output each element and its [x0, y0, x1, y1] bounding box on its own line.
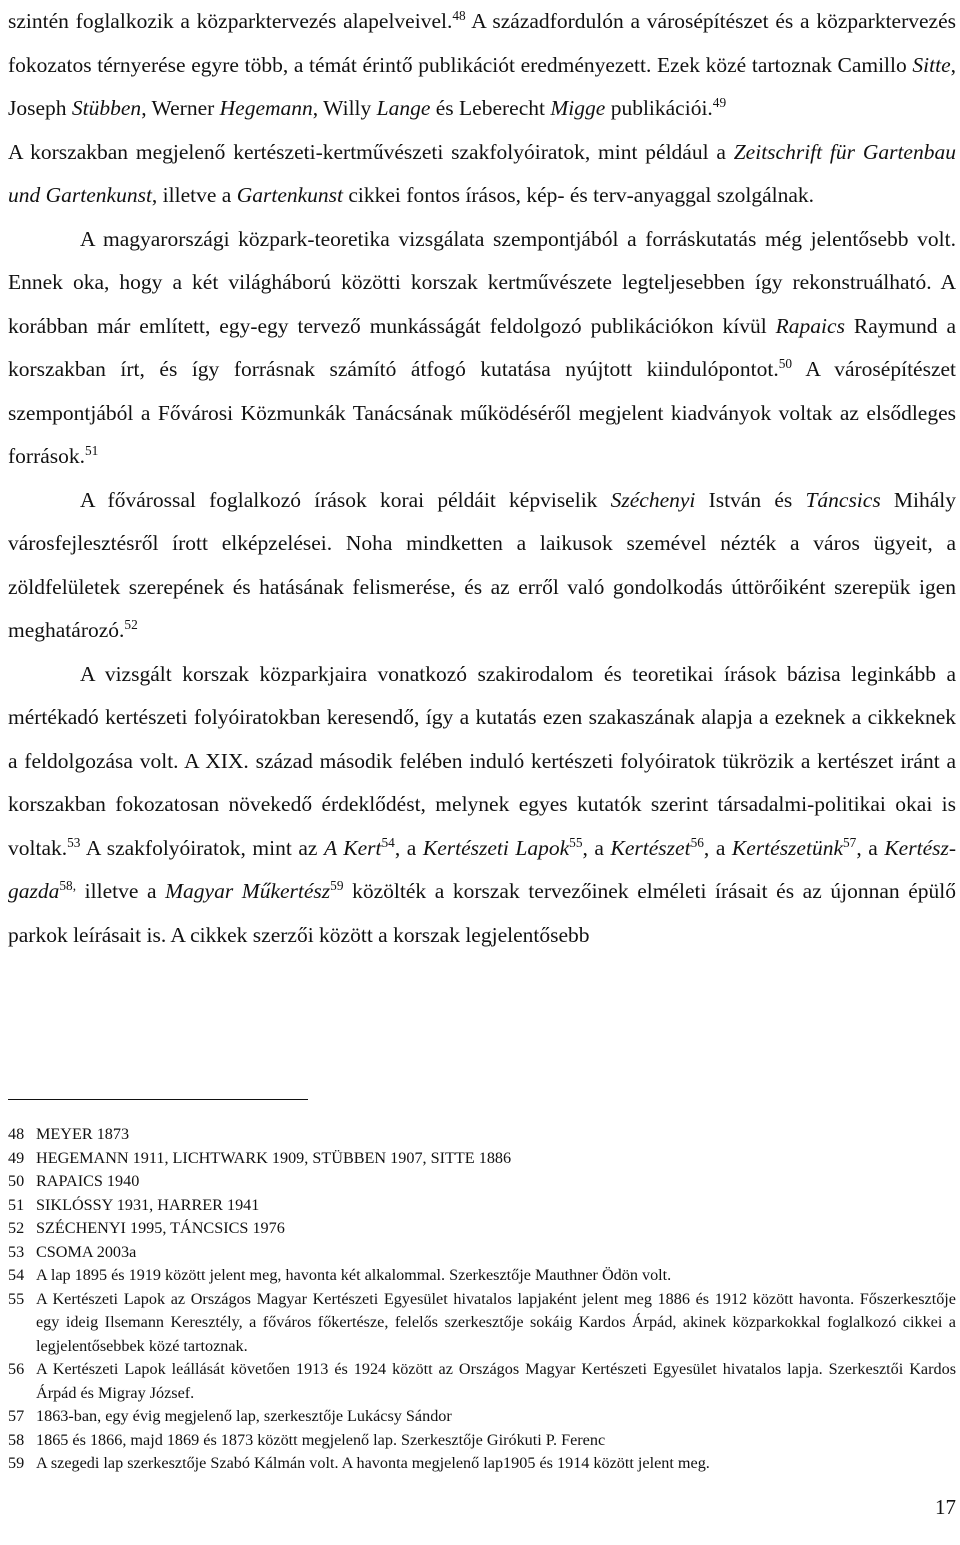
- text-run: és Leberecht: [430, 96, 551, 120]
- text-run: A fővárossal foglalkozó írások korai példáit képviselik: [80, 487, 611, 512]
- footnote-item: [8, 1217, 956, 1241]
- footnote-text: SIKLÓSSY 1931, HARRER 1941: [36, 1195, 260, 1214]
- footnote-number: 52: [8, 1219, 25, 1237]
- footnote-text: SZÉCHENYI 1995, TÁNCSICS 1976: [36, 1219, 285, 1237]
- footnote-text: 1863-ban, egy évig megjelenő lap, szerkesztője Lukácsy Sándor: [36, 1407, 452, 1425]
- footnote-ref: 53: [67, 834, 81, 850]
- text-run: , a: [703, 835, 732, 860]
- text-run: , Willy: [312, 96, 377, 120]
- footnote-item: [8, 1429, 956, 1453]
- footnote-item: [8, 1170, 956, 1194]
- italic-text: Gartenkunst: [236, 183, 343, 207]
- text-run: István és: [695, 487, 806, 512]
- text-run: , illetve a: [151, 183, 237, 207]
- footnote-number: 48: [8, 1125, 25, 1143]
- footnote-text: 1865 és 1866, majd 1869 és 1873 között megjelenő lap. Szerkesztője Girókuti P. Ferenc: [36, 1430, 606, 1449]
- footnote-item: [8, 1405, 956, 1429]
- text-run: A századfordulón a városépítészet és a közparktervezés fokozatos térnyerése egyre több, a témát érintő publikációt eredményezett. Ezek közé tartoznak Camillo: [8, 9, 956, 77]
- italic-text: Sitte: [912, 52, 951, 77]
- italic-text: Kertészeti Lapok: [422, 835, 570, 860]
- footnote-item: [8, 1194, 956, 1218]
- footnote-number: 53: [8, 1242, 25, 1261]
- italic-text: Kertészet: [610, 835, 691, 860]
- footnote-number: 51: [8, 1195, 25, 1214]
- text-run: Mihály városfejlesztésről írott elképzelései. Noha mindketten a laikusok szemével nézték a város ügyeit, a zöldfelületek szerepének és hatásának felismerése, és az erről való gondolkodás úttörőiként szerepük igen meghatározó.: [8, 487, 956, 642]
- footnote-ref: 59: [330, 877, 344, 893]
- text-run: A szakfolyóiratok, mint az: [80, 835, 324, 860]
- text-run: cikkei fontos írásos, kép- és terv-anyaggal szolgálnak.: [343, 183, 815, 207]
- italic-text: A Kert: [323, 835, 382, 860]
- text-run: , Joseph: [8, 52, 956, 120]
- text-run: A korszakban megjelenő kertészeti-kertművészeti szakfolyóiratok, mint például a: [8, 139, 734, 164]
- text-run: , Werner: [141, 96, 220, 120]
- footnote-ref: 55: [569, 834, 583, 850]
- footnote-ref: 49: [712, 94, 727, 110]
- footnote-number: 59: [8, 1454, 25, 1472]
- footnote-text: A Kertészeti Lapok az Országos Magyar Kertészeti Egyesület hivatalos lapjaként jelent meg 1886 és 1912 között havonta. Főszerkesztője egy ideig Ilsemann Keresztély, a főváros főkertésze, felelős szerkesztője sokáig Kardos Árpád, akinek közparkokkal foglalkozó cikkei a legjelentősebbek közé tartoznak.: [36, 1289, 956, 1355]
- text-run: A városépítészet szempontjából a Fővárosi Közmunkák Tanácsának működéséről megjelent kiadványok voltak az elsődleges források.: [8, 357, 957, 468]
- paragraph: [8, 479, 956, 653]
- text-run: , a: [856, 835, 885, 860]
- footnote-text: HEGEMANN 1911, LICHTWARK 1909, STÜBBEN 1907, SITTE 1886: [36, 1148, 512, 1167]
- text-run: A magyarországi közpark-teoretika vizsgálata szempontjából a forráskutatás még jelentősebb volt. Ennek oka, hogy a két világháború közötti korszak kertművészete legteljesebben így rekonstruálható. A korábban már említett, egy-egy tervező munkásságát feldolgozó publikációkon kívül: [8, 226, 956, 338]
- text-run: szintén foglalkozik a közparktervezés alapelveivel.: [8, 9, 453, 33]
- italic-text: Lange: [376, 96, 431, 120]
- footnote-ref: 54: [381, 834, 395, 850]
- footnote-item: [8, 1452, 956, 1476]
- text-run: illetve a: [76, 879, 166, 903]
- italic-text: Széchenyi: [610, 487, 696, 512]
- footnote-number: 55: [8, 1289, 25, 1308]
- footnote-item: [8, 1358, 956, 1405]
- footnote-text: A Kertészeti Lapok leállását követően 1913 és 1924 között az Országos Magyar Kertészeti Egyesület hivatalos lapja. Szerkesztői Kardos Árpád és Migray József.: [36, 1360, 956, 1402]
- italic-text: Zeitschrift für Gartenbau und Gartenkunst: [8, 139, 956, 207]
- footnote-item: [8, 1264, 956, 1288]
- italic-text: Kertészetünk: [731, 835, 843, 860]
- page-number: 17: [935, 1495, 956, 1519]
- footnote-item: [8, 1147, 956, 1171]
- footnote-text: A lap 1895 és 1919 között jelent meg, havonta két alkalommal. Szerkesztője Mauthner Ödön volt.: [36, 1266, 672, 1284]
- text-run: A vizsgált korszak közparkjaira vonatkozó szakirodalom és teoretikai írások bázisa leginkább a mértékadó kertészeti folyóiratokban keresendő, így a kutatás ezen szakaszának alapja a ezeknek a cikkeknek a feldolgozása volt. A XIX. század második felében induló kertészeti folyóiratok tükrözik a kertészet iránt a korszakban fokozatosan növekedő érdeklődést, melynek egyes kutatók szerint társadalmi-politikai okai is voltak.: [8, 661, 956, 860]
- footnote-ref: 52: [124, 616, 138, 632]
- footnote-number: 49: [8, 1148, 25, 1167]
- italic-text: Táncsics: [805, 487, 881, 512]
- footnote-text: A szegedi lap szerkesztője Szabó Kálmán volt. A havonta megjelenő lap1905 és 1914 között jelent meg.: [36, 1454, 710, 1472]
- paragraph: [8, 218, 956, 479]
- text-run: Raymund a korszakban írt, és így forrásnak számító átfogó kutatása nyújtott kiindulópontot.: [8, 313, 956, 381]
- footnote-item: [8, 1288, 956, 1359]
- footnote-text: MEYER 1873: [36, 1125, 130, 1143]
- italic-text: Hegemann: [219, 96, 313, 120]
- paragraph: [8, 0, 956, 131]
- italic-text: Kertész-gazda: [8, 835, 957, 903]
- text-run: , a: [394, 835, 423, 860]
- paragraph: [8, 131, 956, 218]
- paragraph: [8, 653, 956, 958]
- footnote-ref: 48: [452, 7, 466, 23]
- footnotes: [8, 1123, 956, 1476]
- italic-text: Migge: [550, 96, 606, 120]
- italic-text: Magyar Műkertész: [165, 879, 331, 903]
- text-run: publikációi.: [605, 96, 713, 120]
- footnote-ref: 58,: [59, 877, 77, 893]
- footnote-number: 54: [8, 1266, 25, 1284]
- footnote-text: CSOMA 2003a: [36, 1242, 137, 1261]
- italic-text: Stübben: [71, 96, 142, 120]
- footnote-number: 58: [8, 1430, 25, 1449]
- footnote-item: [8, 1123, 956, 1147]
- footnote-item: [8, 1241, 956, 1265]
- footnote-ref: 57: [842, 834, 857, 850]
- italic-text: Rapaics: [775, 313, 845, 338]
- footnote-ref: 50: [778, 355, 793, 371]
- footnote-text: RAPAICS 1940: [36, 1172, 140, 1190]
- text-run: , a: [582, 835, 611, 860]
- footnote-ref: 51: [85, 442, 99, 458]
- text-run: közölték a korszak tervezőinek elméleti írásait és az újonnan épülő parkok leírásait is. A cikkek szerzői között a korszak legjelentősebb: [8, 879, 956, 947]
- footnote-number: 57: [8, 1407, 25, 1425]
- body-text: [8, 0, 956, 957]
- footnote-number: 50: [8, 1172, 25, 1190]
- footnote-ref: 56: [690, 834, 704, 850]
- footnote-separator: [8, 1099, 308, 1100]
- footnote-number: 56: [8, 1360, 25, 1378]
